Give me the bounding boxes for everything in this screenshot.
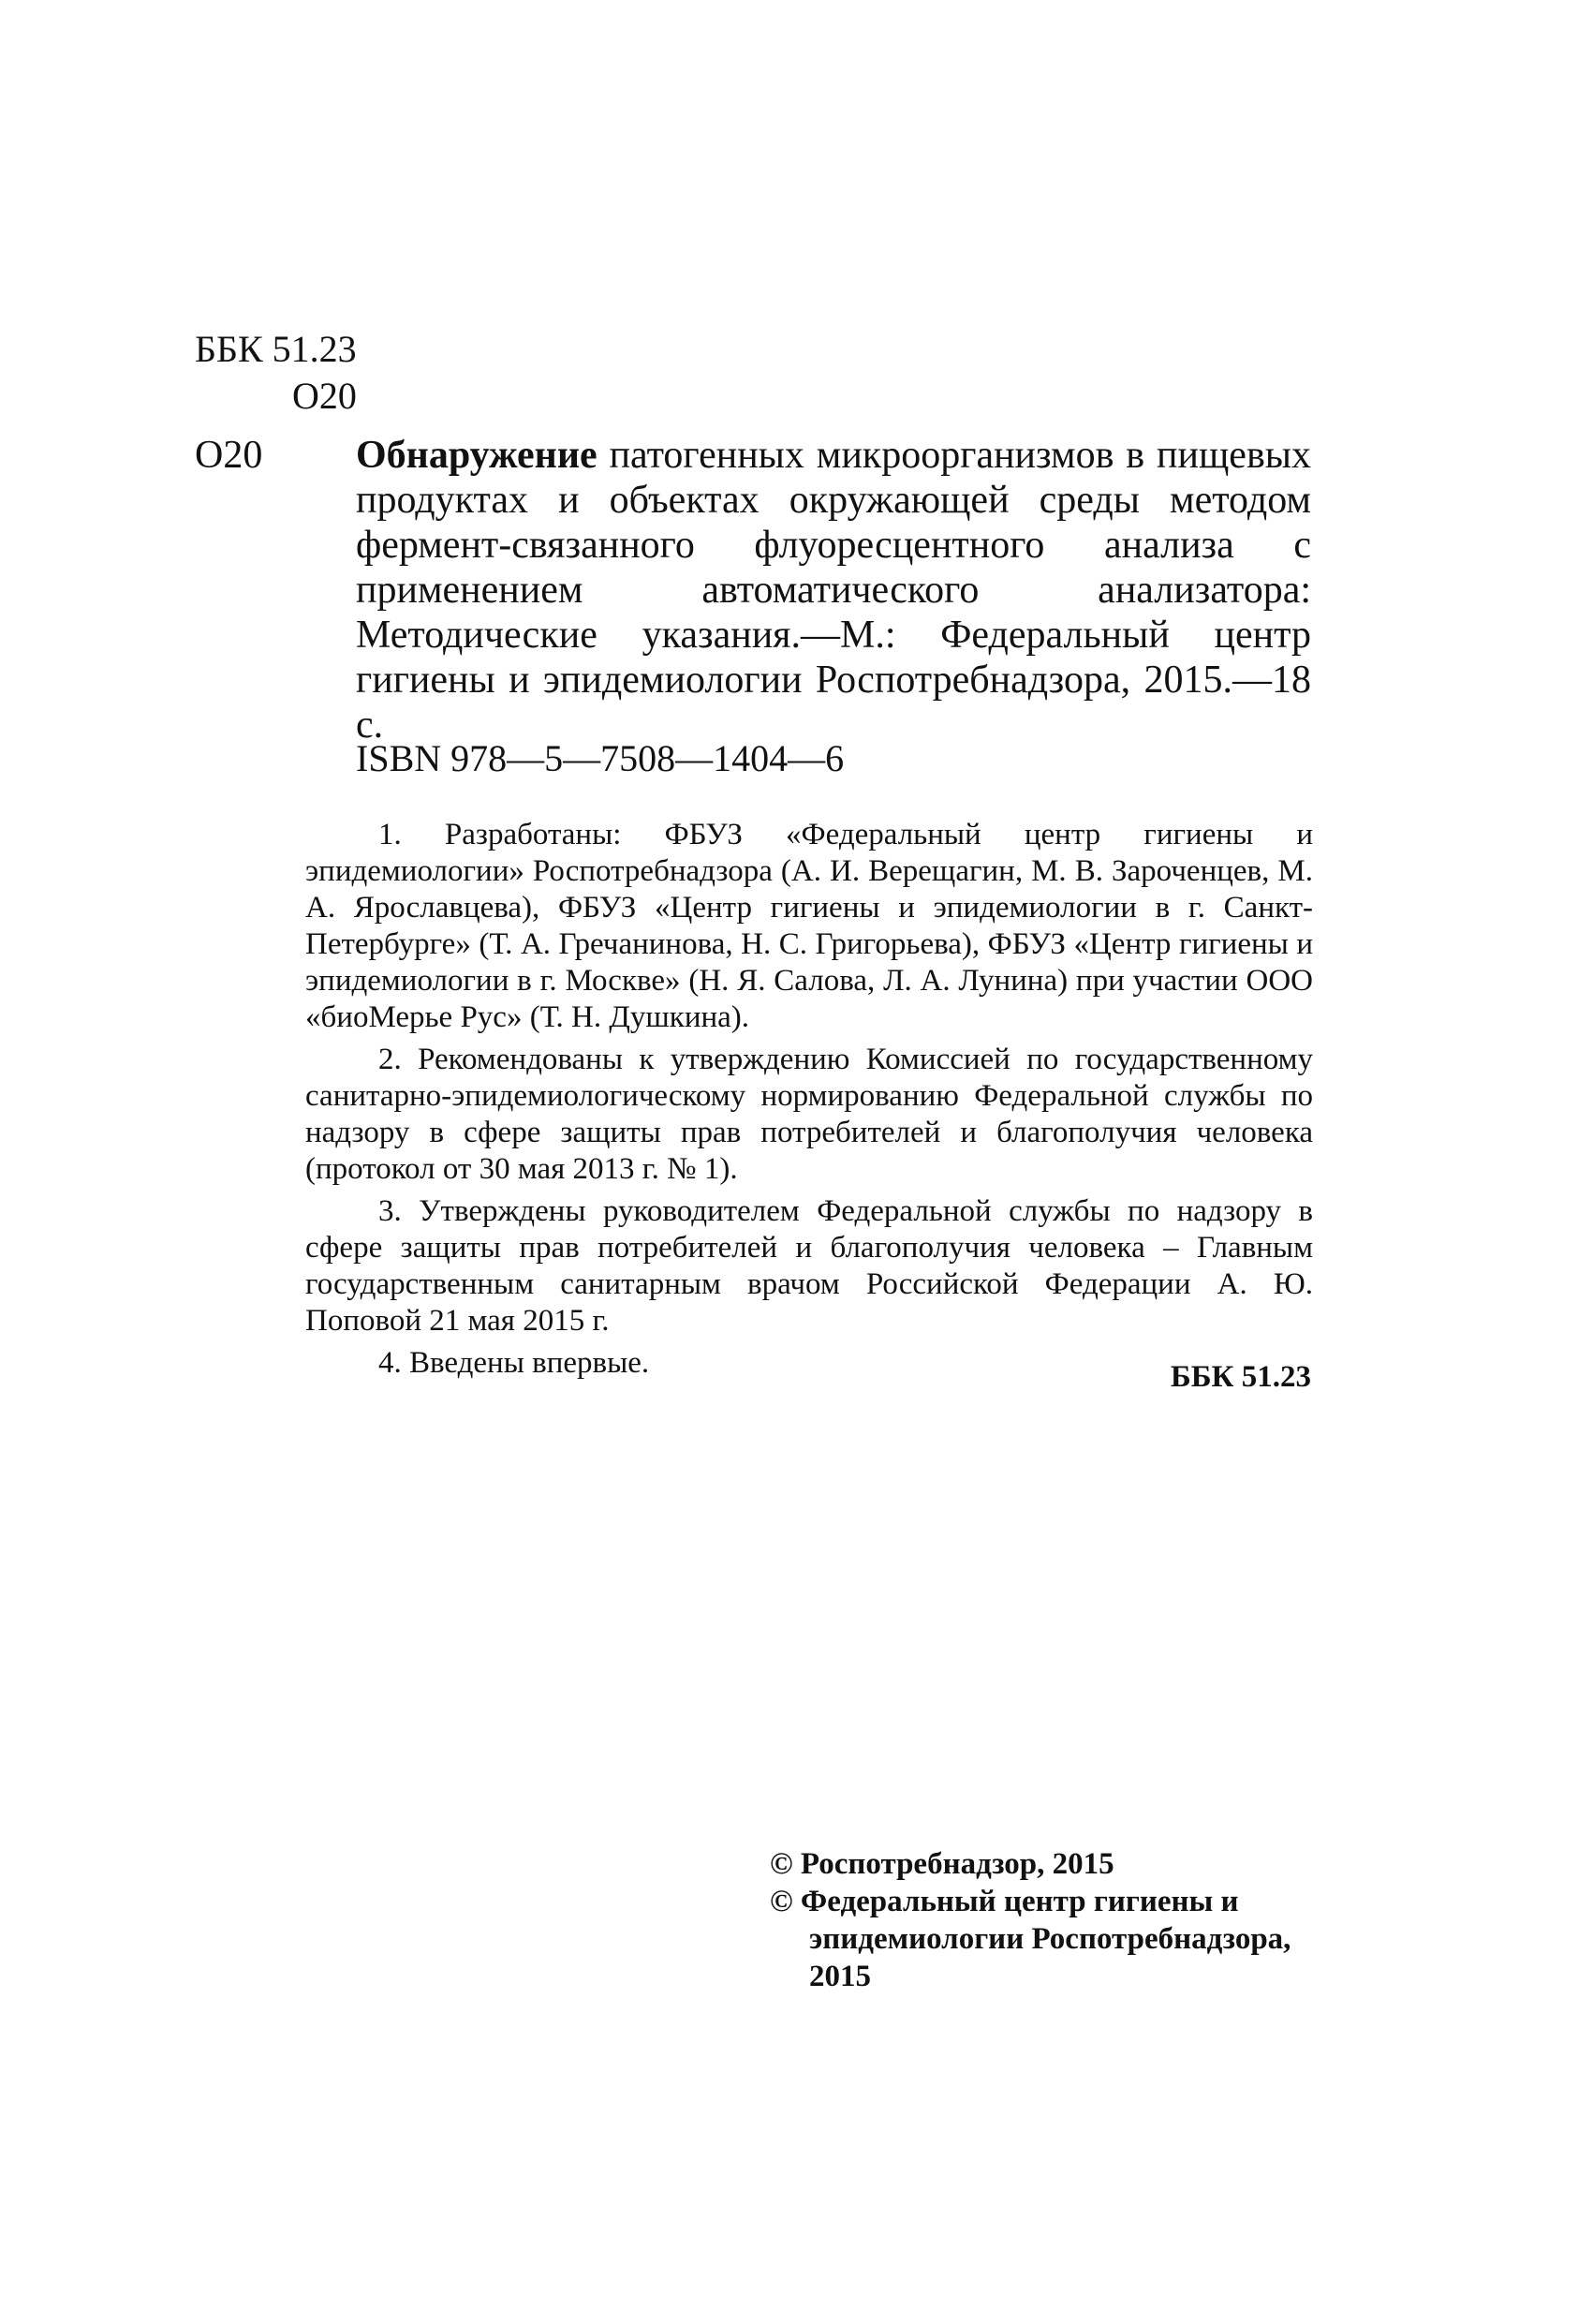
copyright-line-2: © Федеральный центр гигиены и [770,1885,1239,1918]
note-item: 2. Рекомендованы к утверждению Комиссией по государственному санитарно-эпидемиологическому нормированию Федеральной службы по надзору в сфере защиты прав потребителей и благополучия человека (протокол от 30 мая 2013 г. № 1). [305,1043,1313,1186]
copyright-line-1: © Роспотребнадзор, 2015 [770,1847,1114,1881]
entry-title-word: Обнаружение [356,434,597,477]
bbk-bottom: ББК 51.23 [1170,1360,1311,1394]
bbk-header [195,326,357,420]
notes-block [305,817,1313,1387]
note-item: 1. Разработаны: ФБУЗ «Федеральный центр гигиены и эпидемиологии» Роспотребнадзора (А. И. Верещагин, М. В. Зароченцев, М. А. Ярославцева), ФБУЗ «Центр гигиены и эпидемиологии в г. Санкт-Петербурге» (Т. А. Гречанинова, Н. С. Григорьева), ФБУЗ «Центр гигиены и эпидемиологии в г. Москве» (Н. Я. Салова, Л. А. Лунина) при участии ООО «биоМерье Рус» (Т. Н. Душкина). [305,818,1313,1034]
note-item: 4. Введены впервые. [378,1346,650,1380]
bibliographic-entry [356,433,1311,748]
author-mark: О20 [292,375,357,417]
isbn: ISBN 978—5—7508—1404—6 [356,737,845,779]
copyright-line-3: эпидемиологии Роспотребнадзора, 2015 [809,1922,1291,1993]
entry-description: патогенных микроорганизмов в пищевых продуктах и объектах окружающей среды методом фермент-связанного флуоресцентного анализа с применением автоматического анализатора: Методические указания.—М.: Федеральный центр гигиены и эпидемиологии Роспотребнадзора, 2015.—18 с. [356,434,1311,747]
note-item: 3. Утверждены руководителем Федеральной службы по надзору в сфере защиты прав потребителей и благополучия человека – Главным государственным санитарным врачом Российской Федерации А. Ю. Поповой 21 мая 2015 г. [305,1194,1313,1338]
entry-code: О20 [195,434,263,477]
copyright-block [770,1845,1332,1995]
bbk-code: ББК 51.23 [195,328,357,370]
